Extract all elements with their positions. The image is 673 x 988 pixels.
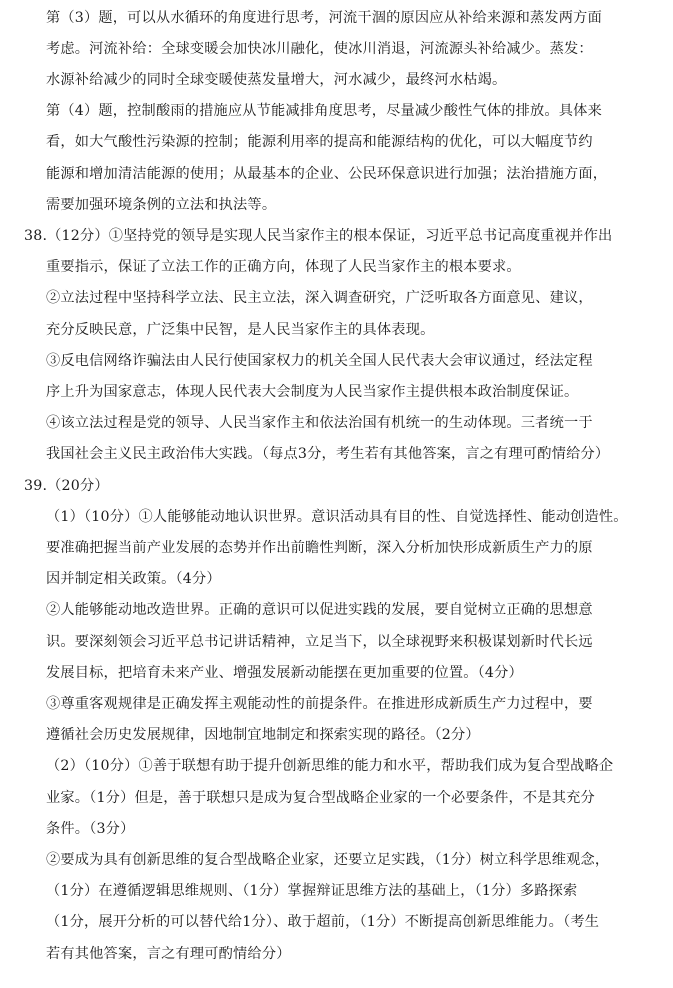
text-line: ③反电信网络诈骗法由人民行使国家权力的机关全国人民代表大会审议通过，经法定程	[46, 353, 593, 369]
text-line: 能源和增加清洁能源的使用；从最基本的企业、公民环保意识进行加强；法治措施方面，	[46, 166, 608, 182]
text-line: ②人能够能动地改造世界。正确的意识可以促进实践的发展，要自觉树立正确的思想意	[46, 602, 593, 618]
text-line: ②立法过程中坚持科学立法、民主立法，深入调查研究，广泛听取各方面意见、建议，	[46, 290, 593, 306]
text-line: 识。要深刻领会习近平总书记讲话精神，立足当下，以全球视野来积极谋划新时代长远	[46, 634, 593, 650]
text-line: 因并制定相关政策。（4分）	[46, 571, 221, 587]
text-line: 第（3）题，可以从水循环的角度进行思考，河流干涸的原因应从补给来源和蒸发两方面	[46, 10, 602, 26]
text-line: （1）（10分）①人能够能动地认识世界。意识活动具有目的性、自觉选择性、能动创造性。	[46, 509, 628, 525]
text-line: 看，如大气酸性污染源的控制；能源利用率的提高和能源结构的优化，可以大幅度节约	[46, 134, 593, 150]
text-line: 要准确把握当前产业发展的态势并作出前瞻性判断，深入分析加快形成新质生产力的原	[46, 540, 593, 556]
question-38-header: 38.（12分）①坚持党的领导是实现人民当家作主的根本保证，习近平总书记高度重视并作出	[24, 228, 613, 244]
text-line: （1分，展开分析的可以替代给1分）、敢于超前，（1分）不断提高创新思维能力。（考生	[46, 914, 600, 930]
text-line: 第（4）题，控制酸雨的措施应从节能减排角度思考，尽量减少酸性气体的排放。具体来	[46, 103, 602, 119]
text-line: （1分）在遵循逻辑思维规则、（1分）掌握辩证思维方法的基础上，（1分）多路探索	[46, 883, 578, 899]
text-line: （2）（10分）①善于联想有助于提升创新思维的能力和水平，帮助我们成为复合型战略企	[46, 758, 614, 774]
text-line: 水源补给减少的同时全球变暖使蒸发量增大，河水减少，最终河水枯竭。	[46, 72, 507, 88]
text-line: 序上升为国家意志，体现人民代表大会制度为人民当家作主提供根本政治制度保证。	[46, 384, 579, 400]
text-line: ③尊重客观规律是正确发挥主观能动性的前提条件。在推进形成新质生产力过程中，要	[46, 696, 593, 712]
text-line: ②要成为具有创新思维的复合型战略企业家，还要立足实践，（1分）树立科学思维观念，	[46, 852, 610, 868]
text-line: 发展目标，把培育未来产业、增强发展新动能摆在更加重要的位置。（4分）	[46, 665, 523, 681]
text-line: 条件。（3分）	[46, 821, 135, 837]
text-line: 充分反映民意，广泛集中民智，是人民当家作主的具体表现。	[46, 322, 435, 338]
text-line: 若有其他答案，言之有理可酌情给分）	[46, 946, 291, 962]
text-line: 重要指示，保证了立法工作的正确方向，体现了人民当家作主的根本要求。	[46, 259, 521, 275]
text-line: ④该立法过程是党的领导、人民当家作主和依法治国有机统一的生动体现。三者统一于	[46, 415, 593, 431]
text-line: 业家。（1分）但是，善于联想只是成为复合型战略企业家的一个必要条件，不是其充分	[46, 790, 595, 806]
text-line: 遵循社会历史发展规律，因地制宜地制定和探索实现的路径。（2分）	[46, 727, 480, 743]
question-39-header: 39.（20分）	[24, 478, 109, 494]
text-line: 需要加强环境条例的立法和执法等。	[46, 197, 277, 213]
text-line: 考虑。河流补给：全球变暖会加快冰川融化，使冰川消退，河流源头补给减少。蒸发：	[46, 41, 593, 57]
text-line: 我国社会主义民主政治伟大实践。（每点3分，考生若有其他答案，言之有理可酌情给分）	[46, 446, 610, 462]
